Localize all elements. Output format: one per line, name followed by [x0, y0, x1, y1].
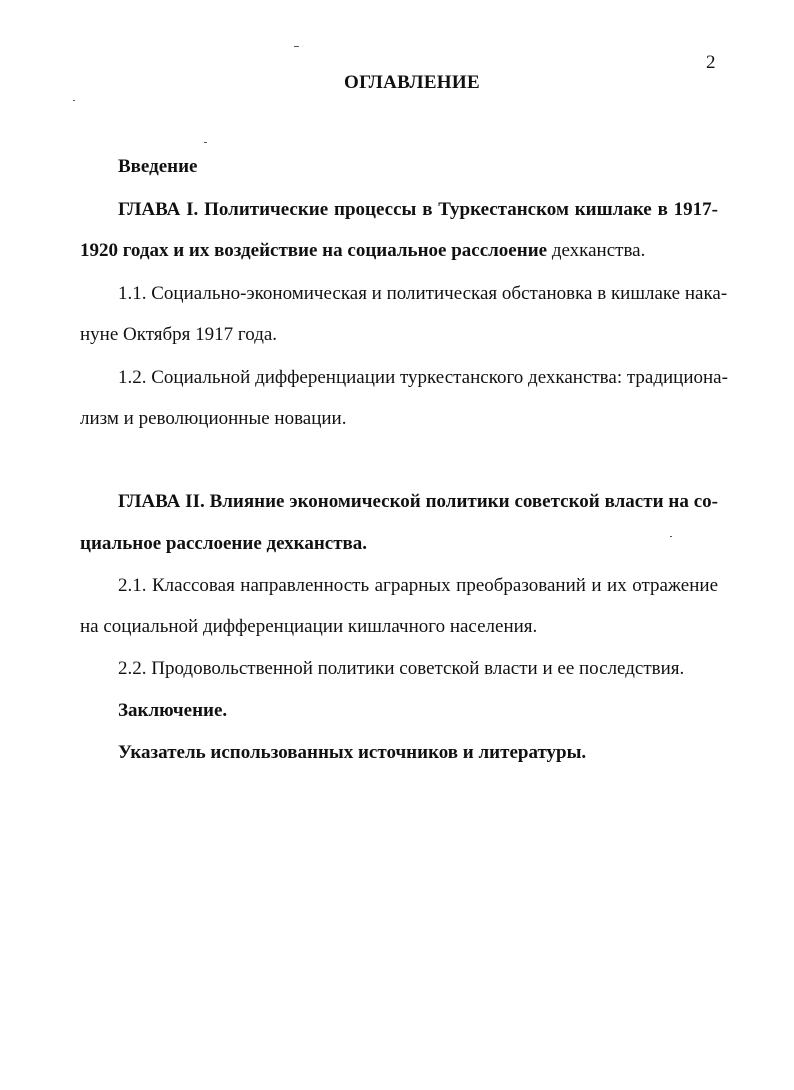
toc-section-2-1-line1: 2.1. Классовая направленность аграрных преобразований и их отражение: [118, 575, 718, 596]
toc-chapter1-line2-regular: дехканства.: [551, 240, 646, 261]
toc-introduction: Введение: [118, 156, 198, 177]
toc-sources: Указатель использованных источников и литературы.: [118, 742, 587, 763]
scan-speck: [204, 142, 207, 143]
toc-section-2-2: 2.2. Продовольственной политики советской власти и ее последствия.: [118, 658, 685, 679]
toc-section-1-2-line2: лизм и революционные новации.: [80, 408, 347, 429]
scan-speck: [73, 100, 75, 101]
toc-section-2-1-line2: на социальной дифференциации кишлачного населения.: [80, 616, 538, 637]
page-number: 2: [706, 52, 716, 73]
toc-section-1-2-line1: 1.2. Социальной дифференциации туркестанского дехканства: традициона-: [118, 367, 728, 388]
scan-speck: [670, 536, 672, 537]
scan-speck: [294, 46, 299, 47]
toc-chapter2-line2: циальное расслоение дехканства.: [80, 533, 368, 554]
toc-conclusion: Заключение.: [118, 700, 228, 721]
toc-section-1-1-line1: 1.1. Социально-экономическая и политическая обстановка в кишлаке нака-: [118, 283, 728, 304]
toc-chapter1-line2-bold: 1920 годах и их воздействие на социальное расслоение: [80, 240, 552, 261]
toc-chapter1-line2: [80, 240, 645, 262]
toc-chapter1-line1: ГЛАВА I. Политические процессы в Туркестанском кишлаке в 1917-: [118, 199, 718, 220]
toc-chapter2-line1: ГЛАВА II. Влияние экономической политики советской власти на со-: [118, 491, 718, 512]
toc-section-1-1-line2: нуне Октября 1917 года.: [80, 324, 278, 345]
page-title: ОГЛАВЛЕНИЕ: [344, 72, 480, 93]
